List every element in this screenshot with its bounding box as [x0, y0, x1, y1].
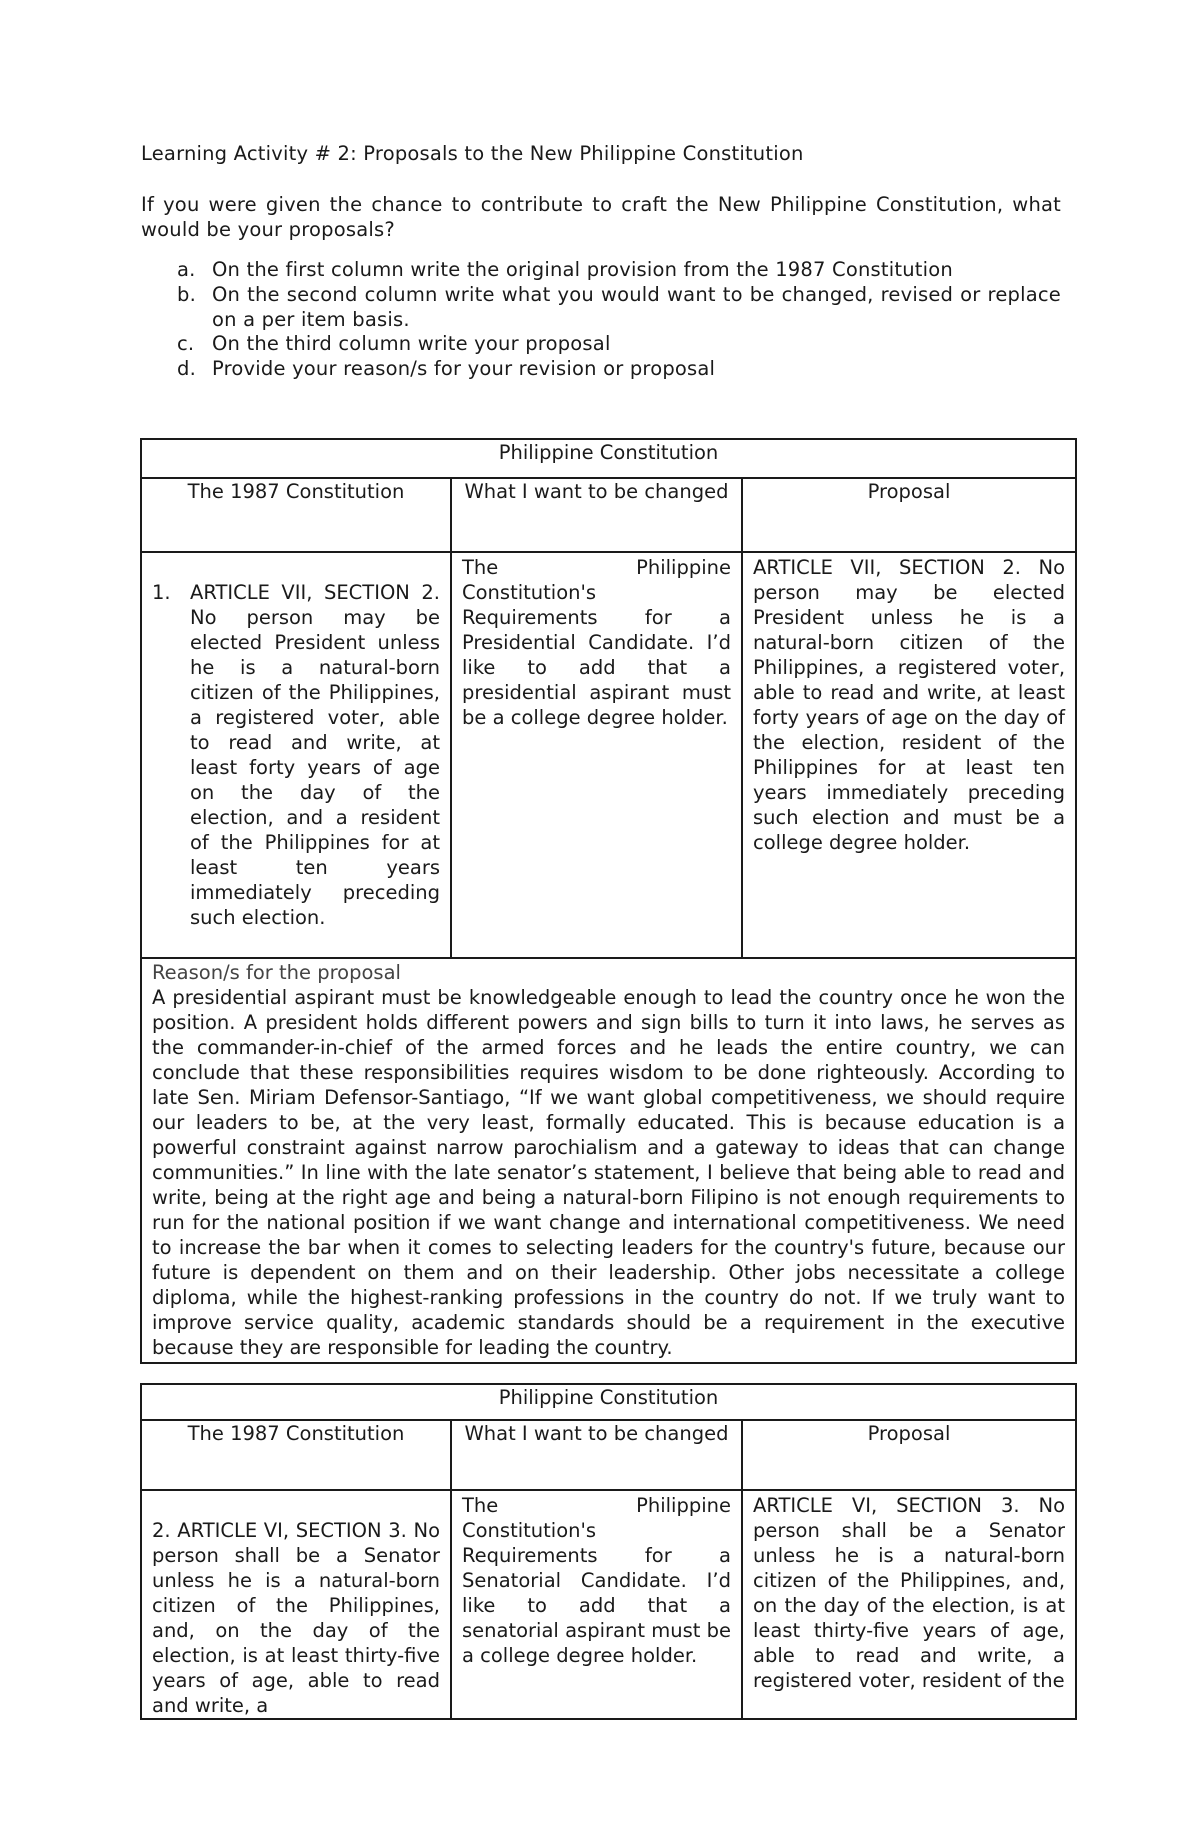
instruction-item — [141, 283, 1061, 333]
instruction-list — [141, 258, 1061, 382]
intro-paragraph: If you were given the chance to contribute to craft the New Philippine Constitution, what would be your proposals? — [141, 193, 1061, 241]
original-provision — [152, 580, 440, 930]
instruction-text: On the second column write what you would want to be changed, revised or replace on a per item basis. — [212, 282, 1061, 331]
instruction-marker: c. — [177, 332, 195, 356]
proposal-cell: ARTICLE VII, SECTION 2. No person may be elected President unless he is a natural-born citizen of the Philippines, a registered voter, able to read and write, at least forty years of age on the day of the election, resident of the Philippines for at least ten years immediately preceding such election and must be a college degree holder. — [742, 552, 1076, 958]
original-provision-cell — [141, 552, 451, 958]
table-heading: Philippine Constitution — [141, 1384, 1076, 1420]
instruction-marker: a. — [177, 258, 196, 281]
original-provision-cell: 2. ARTICLE VI, SECTION 3. No person shall be a Senator unless he is a natural-born citizen of the Philippines, and, on the day of the election, is at least thirty-five years of age, able to read and write, a — [141, 1490, 451, 1719]
instruction-text: Provide your reason/s for your revision or proposal — [212, 357, 716, 381]
column-header-proposal: Proposal — [742, 1420, 1076, 1490]
instruction-text: On the first column write the original provision from the 1987 Constitution — [212, 258, 953, 281]
proposal-cell: ARTICLE VI, SECTION 3. No person shall be a Senator unless he is a natural-born citizen of the Philippines, and, on the day of the election, is at least thirty-five years of age, able to read and write, a registered voter, resident of the — [742, 1490, 1076, 1719]
column-header-original: The 1987 Constitution — [141, 1420, 451, 1490]
instruction-text: On the third column write your proposal — [212, 332, 611, 356]
column-header-proposal: Proposal — [742, 478, 1076, 552]
column-header-change: What I want to be changed — [451, 478, 742, 552]
instruction-item — [141, 258, 1061, 283]
change-cell: The Philippine Constitution's Requirements for a Presidential Candidate. I’d like to add that a presidential aspirant must be a college degree holder. — [451, 552, 742, 958]
reason-cell — [141, 958, 1076, 1363]
original-provision-text: ARTICLE VII, SECTION 2. No person may be elected President unless he is a natural-born citizen of the Philippines, a registered voter, able to read and write, at least forty years of age on the day of the election, and a resident of the Philippines for at least ten years immediately preceding such election. — [190, 581, 440, 929]
constitution-table-1 — [140, 438, 1077, 1364]
constitution-table-2 — [140, 1383, 1077, 1720]
activity-title: Learning Activity # 2: Proposals to the New Philippine Constitution — [141, 142, 804, 165]
column-header-change: What I want to be changed — [451, 1420, 742, 1490]
instruction-marker: d. — [177, 357, 196, 381]
reason-label: Reason/s for the proposal — [152, 961, 401, 984]
table-heading: Philippine Constitution — [141, 439, 1076, 478]
reason-text: A presidential aspirant must be knowledgeable enough to lead the country once he won the position. A president holds different powers and sign bills to turn it into laws, he serves as the commander-in-chief of the armed forces and he leads the entire country, we can conclude that these responsibilities requires wisdom to be done righteously. According to late Sen. Miriam Defensor-Santiago, “If we want global competitiveness, we should require our leaders to be, at the very least, formally educated. This is because education is a powerful constraint against narrow parochialism and a gateway to ideas that can change communities.” In line with the late senator’s statement, I believe that being able to read and write, being at the right age and being a natural-born Filipino is not enough requirements to run for the national position if we want change and international competitiveness. We need to increase the bar when it comes to selecting leaders for the country's future, because our future is dependent on them and on their leadership. Other jobs necessitate a college diploma, while the highest-ranking professions in the country do not. If we truly want to improve service quality, academic standards should be a requirement in the executive because they are responsible for leading the country. — [152, 986, 1066, 1359]
change-cell: The Philippine Constitution's Requirements for a Senatorial Candidate. I’d like to add that a senatorial aspirant must be a college degree holder. — [451, 1490, 742, 1719]
item-number: 1. — [152, 581, 171, 604]
instruction-item — [141, 357, 1061, 382]
instruction-item — [141, 332, 1061, 357]
column-header-original: The 1987 Constitution — [141, 478, 451, 552]
instruction-marker: b. — [177, 282, 196, 306]
